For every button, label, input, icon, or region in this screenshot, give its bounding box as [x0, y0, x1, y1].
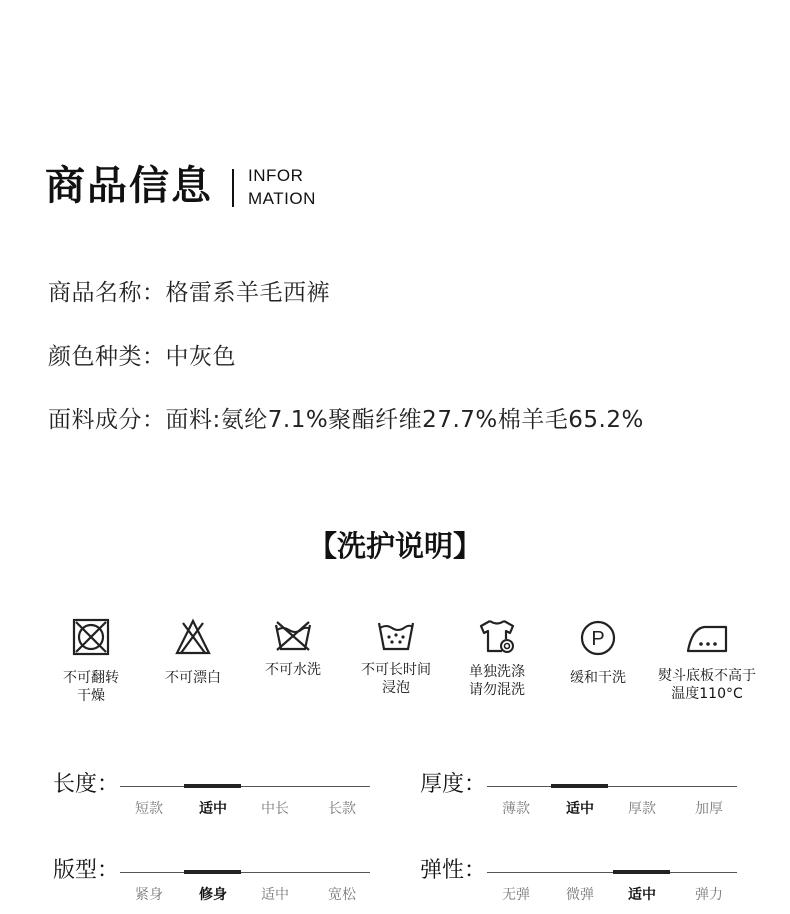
scale-marker-length	[184, 784, 241, 788]
scale-line-thickness	[487, 786, 737, 787]
scale-label-length: 长度：	[53, 772, 120, 797]
scale-option: 薄款	[502, 801, 530, 817]
no-wash-icon	[273, 617, 313, 653]
scale-line-fit	[120, 872, 370, 873]
care-label-line2: 干燥	[77, 688, 105, 704]
care-label-line1: 不可漂白	[165, 670, 221, 686]
care-title: 【洗护说明】	[307, 529, 482, 563]
no-bleach-icon	[173, 617, 213, 657]
scale-line-elasticity	[487, 872, 737, 873]
care-item-dry-clean	[543, 619, 653, 687]
scale-label-thickness: 厚度：	[420, 772, 487, 797]
scale-option: 适中	[261, 887, 289, 903]
section-title: 商品信息	[45, 163, 213, 209]
title-divider	[232, 169, 234, 207]
care-label-line2: 温度110°C	[671, 686, 743, 702]
scale-option: 紧身	[135, 887, 163, 903]
care-label-line1: 不可翻转	[63, 670, 119, 686]
care-label-line2: 浸泡	[382, 680, 410, 696]
title-en-line1: INFOR	[248, 166, 304, 185]
scale-marker-fit	[184, 870, 241, 874]
care-item-no-long-soak	[341, 617, 451, 697]
scale-option: 长款	[328, 801, 356, 817]
scale-marker-elasticity	[613, 870, 670, 874]
scale-option-selected: 适中	[566, 801, 594, 817]
care-label-line1: 单独洗涤	[469, 664, 525, 680]
dry-clean-icon	[579, 619, 617, 657]
scale-option-selected: 适中	[628, 887, 656, 903]
title-en-line2: MATION	[248, 189, 316, 208]
care-label-line2: 请勿混洗	[469, 682, 525, 698]
scale-option: 弹力	[695, 887, 723, 903]
scale-option: 中长	[261, 801, 289, 817]
care-label-line1: 不可水洗	[265, 662, 321, 678]
scale-option: 无弹	[502, 887, 530, 903]
care-label-line1: 熨斗底板不高于	[658, 668, 756, 684]
care-item-no-bleach	[138, 617, 248, 687]
product-color: 颜色种类：中灰色	[48, 344, 236, 370]
product-name: 商品名称：格雷系羊毛西裤	[48, 280, 330, 306]
product-fabric: 面料成分：面料:氨纶7.1%聚酯纤维27.7%棉羊毛65.2%	[48, 407, 644, 433]
care-item-no-tumble-dry	[36, 617, 146, 705]
no-long-soak-icon	[376, 617, 416, 653]
no-tumble-dry-icon	[71, 617, 111, 657]
scale-option: 加厚	[695, 801, 723, 817]
care-label-line1: 缓和干洗	[570, 670, 626, 686]
wash-separately-icon	[477, 617, 517, 655]
scale-line-length	[120, 786, 370, 787]
section-title-en	[248, 164, 316, 210]
scale-label-elasticity: 弹性：	[420, 858, 487, 883]
care-label-line1: 不可长时间	[361, 662, 431, 678]
scale-option: 宽松	[328, 887, 356, 903]
scale-option: 厚款	[628, 801, 656, 817]
care-item-wash-separately	[442, 617, 552, 699]
scale-option-selected: 适中	[199, 801, 227, 817]
iron-icon	[684, 619, 730, 655]
svg-text:P: P	[591, 628, 605, 650]
scale-label-fit: 版型：	[53, 858, 120, 883]
scale-option: 短款	[135, 801, 163, 817]
care-item-no-wash	[238, 617, 348, 679]
scale-marker-thickness	[551, 784, 608, 788]
scale-option: 微弹	[566, 887, 594, 903]
care-item-iron	[652, 619, 762, 703]
scale-option-selected: 修身	[199, 887, 227, 903]
